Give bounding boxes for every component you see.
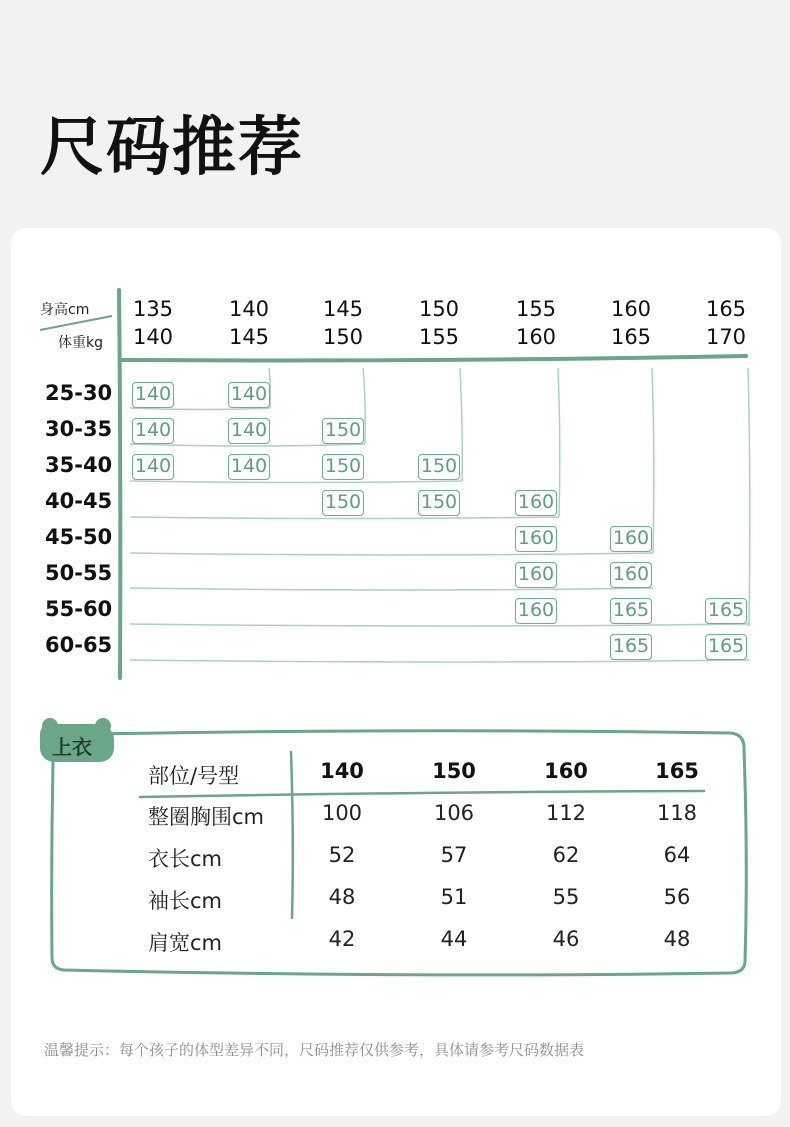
recommended-size-badge: 150	[322, 490, 364, 516]
height-range-bottom: 165	[610, 325, 652, 349]
table-cell: 52	[328, 843, 356, 867]
table-cell: 42	[328, 927, 356, 951]
height-range-top: 165	[705, 297, 747, 321]
table-cell: 48	[328, 885, 356, 909]
recommended-size-badge: 160	[515, 598, 557, 624]
weight-range-label: 35-40	[45, 453, 113, 477]
table-row-label: 袖长cm	[148, 889, 223, 913]
table-size-header: 160	[544, 759, 588, 783]
page-title: 尺码推荐	[40, 111, 304, 185]
table-cell: 48	[663, 927, 691, 951]
recommended-size-badge: 150	[322, 454, 364, 480]
height-range-bottom: 160	[515, 325, 557, 349]
weight-range-label: 30-35	[45, 417, 113, 441]
height-range-top: 140	[228, 297, 270, 321]
recommended-size-badge: 150	[418, 454, 460, 480]
table-cell: 55	[552, 885, 580, 909]
recommended-size-badge: 140	[228, 418, 270, 444]
table-cell: 100	[321, 801, 363, 825]
recommended-size-badge: 140	[228, 454, 270, 480]
height-range-bottom: 170	[705, 325, 747, 349]
weight-range-label: 25-30	[45, 381, 113, 405]
height-axis-label: 身高cm	[40, 302, 90, 318]
recommended-size-badge: 160	[515, 526, 557, 552]
weight-range-label: 60-65	[45, 633, 113, 657]
table-cell: 62	[552, 843, 580, 867]
recommended-size-badge: 140	[132, 454, 174, 480]
table-row-label: 衣长cm	[148, 847, 223, 871]
category-tab-label: 上衣	[52, 735, 92, 759]
recommended-size-badge: 165	[610, 598, 652, 624]
table-row-label: 整圈胸围cm	[148, 805, 265, 829]
table-cell: 118	[656, 801, 698, 825]
table-size-header: 140	[320, 759, 364, 783]
height-range-bottom: 145	[228, 325, 270, 349]
height-range-bottom: 150	[322, 325, 364, 349]
recommended-size-badge: 160	[610, 526, 652, 552]
weight-range-label: 45-50	[45, 525, 113, 549]
recommended-size-badge: 140	[228, 382, 270, 408]
table-cell: 46	[552, 927, 580, 951]
height-range-top: 155	[515, 297, 557, 321]
height-range-top: 150	[418, 297, 460, 321]
recommended-size-badge: 150	[322, 418, 364, 444]
table-cell: 51	[440, 885, 468, 909]
table-cell: 106	[433, 801, 475, 825]
recommended-size-badge: 160	[515, 562, 557, 588]
table-row-label: 肩宽cm	[148, 931, 223, 955]
table-header-label: 部位/号型	[148, 764, 240, 788]
table-size-header: 165	[655, 759, 699, 783]
table-cell: 64	[663, 843, 691, 867]
height-range-top: 145	[322, 297, 364, 321]
height-range-top: 160	[610, 297, 652, 321]
weight-axis-label: 体重kg	[58, 335, 103, 351]
recommended-size-badge: 160	[610, 562, 652, 588]
recommended-size-badge: 165	[705, 634, 747, 660]
tip-note: 温馨提示：每个孩子的体型差异不同，尺码推荐仅供参考，具体请参考尺码数据表	[44, 1041, 585, 1059]
recommended-size-badge: 150	[418, 490, 460, 516]
recommended-size-badge: 160	[515, 490, 557, 516]
height-range-top: 135	[132, 297, 174, 321]
table-cell: 44	[440, 927, 468, 951]
recommended-size-badge: 165	[610, 634, 652, 660]
weight-range-label: 40-45	[45, 489, 113, 513]
weight-range-label: 55-60	[45, 597, 113, 621]
table-cell: 112	[545, 801, 587, 825]
recommended-size-badge: 140	[132, 418, 174, 444]
weight-range-label: 50-55	[45, 561, 113, 585]
height-range-bottom: 140	[132, 325, 174, 349]
table-size-header: 150	[432, 759, 476, 783]
recommended-size-badge: 165	[705, 598, 747, 624]
table-cell: 56	[663, 885, 691, 909]
table-cell: 57	[440, 843, 468, 867]
recommended-size-badge: 140	[132, 382, 174, 408]
height-range-bottom: 155	[418, 325, 460, 349]
content-card	[11, 228, 781, 1116]
